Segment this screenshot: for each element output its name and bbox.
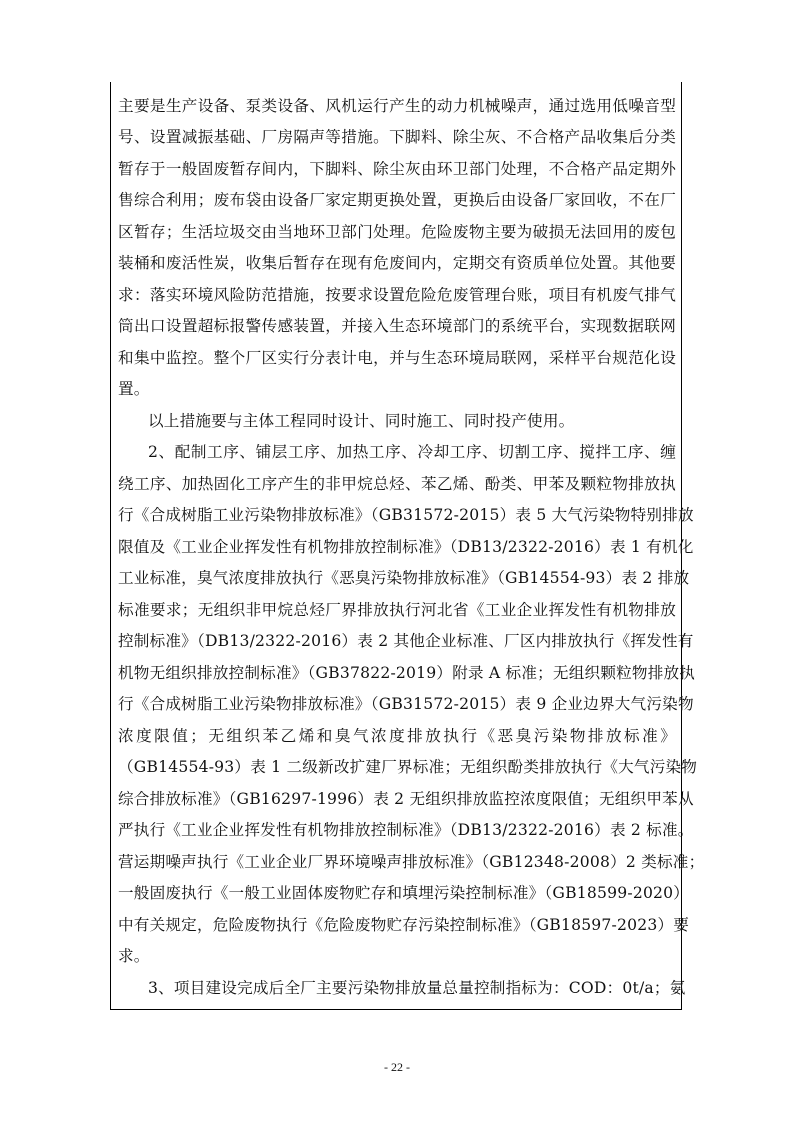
text-line: 中有关规定，危险废物执行《危险废物贮存污染控制标准》（GB18597-2023）要 — [118, 916, 690, 934]
paragraph-first-line: 3、项目建设完成后全厂主要污染物排放量总量控制指标为：COD：0t/a；氨 — [148, 979, 686, 997]
text-line: 区暂存；生活垃圾交由当地环卫部门处理。危险废物主要为破损无法回用的废包 — [118, 223, 676, 241]
text-line: 营运期噪声执行《工业企业厂界环境噪声排放标准》（GB12348-2008）2 类标准； — [118, 853, 705, 871]
text-line: 绕工序、加热固化工序产生的非甲烷总烃、苯乙烯、酚类、甲苯及颗粒物排放执 — [118, 475, 676, 493]
text-line: 号、设置减振基础、厂房隔声等措施。下脚料、除尘灰、不合格产品收集后分类 — [118, 128, 676, 146]
text-line: 求：落实环境风险防范措施，按要求设置危险危废管理台账，项目有机废气排气 — [118, 286, 676, 304]
text-line: （GB14554-93）表 1 二级新改扩建厂界标准；无组织酚类排放执行《大气污染物 — [118, 758, 698, 776]
text-line: 主要是生产设备、泵类设备、风机运行产生的动力机械噪声，通过选用低噪音型 — [118, 97, 676, 115]
text-line: 标准要求；无组织非甲烷总烃厂界排放执行河北省《工业企业挥发性有机物排放 — [118, 601, 676, 619]
text-line: 控制标准》（DB13/2322-2016）表 2 其他企业标准、厂区内排放执行《挥发性有 — [118, 632, 694, 650]
text-line: 筒出口设置超标报警传感装置，并接入生态环境部门的系统平台，实现数据联网 — [118, 317, 676, 335]
text-line: 工业标准，臭气浓度排放执行《恶臭污染物排放标准》（GB14554-93）表 2 排放 — [118, 569, 690, 587]
text-line: 机物无组织排放控制标准》（GB37822-2019）附录 A 标准；无组织颗粒物排放执 — [118, 664, 696, 682]
text-line: 售综合利用；废布袋由设备厂家定期更换处置，更换后由设备厂家回收，不在厂 — [118, 191, 676, 209]
text-line: 一般固废执行《一般工业固体废物贮存和填埋污染控制标准》（GB18599-2020） — [118, 884, 690, 902]
text-line: 限值及《工业企业挥发性有机物排放控制标准》（DB13/2322-2016）表 1 有机化 — [118, 538, 694, 556]
text-line: 行《合成树脂工业污染物排放标准》（GB31572-2015）表 9 企业边界大气污染物 — [118, 695, 694, 713]
text-line: 严执行《工业企业挥发性有机物排放控制标准》（DB13/2322-2016）表 2 标准。 — [118, 821, 694, 839]
page-number: - 22 - — [384, 1060, 410, 1074]
text-line: 暂存于一般固废暂存间内，下脚料、除尘灰由环卫部门处理，不合格产品定期外 — [118, 160, 676, 178]
text-line: 浓度限值；无组织苯乙烯和臭气浓度排放执行《恶臭污染物排放标准》 — [118, 727, 676, 745]
paragraph-first-line: 以上措施要与主体工程同时设计、同时施工、同时投产使用。 — [148, 412, 575, 430]
text-line: 装桶和废活性炭，收集后暂存在现有危废间内，定期交有资质单位处置。其他要 — [118, 254, 676, 272]
text-line: 综合排放标准》（GB16297-1996）表 2 无组织排放监控浓度限值；无组织甲苯从 — [118, 790, 694, 808]
text-line: 置。 — [118, 380, 150, 398]
text-line: 求。 — [118, 947, 150, 965]
text-line: 行《合成树脂工业污染物排放标准》（GB31572-2015）表 5 大气污染物特别排放 — [118, 506, 694, 524]
paragraph-first-line: 2、配制工序、铺层工序、加热工序、冷却工序、切割工序、搅拌工序、缠 — [148, 443, 676, 461]
text-line: 和集中监控。整个厂区实行分表计电，并与生态环境局联网，采样平台规范化设 — [118, 349, 676, 367]
